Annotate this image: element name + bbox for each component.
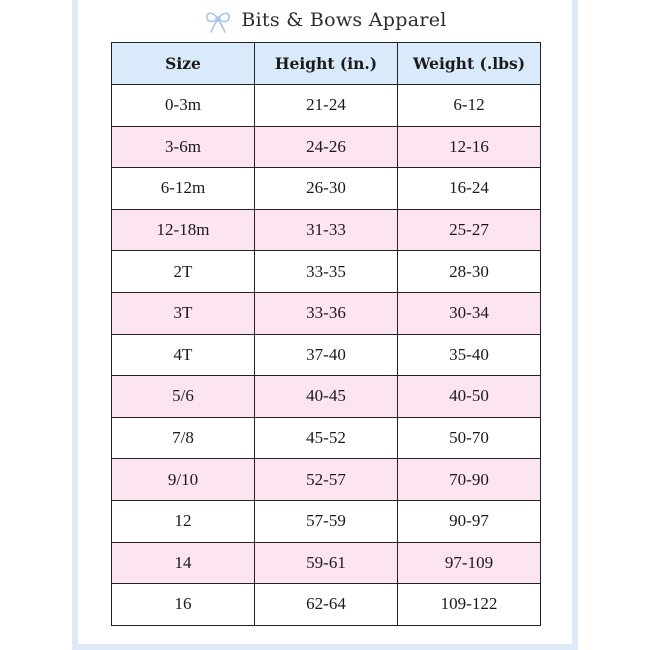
header-size: Size	[112, 43, 255, 85]
size-cell: 14	[112, 542, 255, 584]
size-cell: 4T	[112, 334, 255, 376]
table-row	[112, 584, 541, 626]
weight-cell: 97-109	[398, 542, 541, 584]
table-row	[112, 85, 541, 127]
weight-cell: 50-70	[398, 417, 541, 459]
size-cell: 9/10	[112, 459, 255, 501]
table-header-row	[112, 43, 541, 85]
height-cell: 59-61	[255, 542, 398, 584]
size-cell: 2T	[112, 251, 255, 293]
table-row	[112, 168, 541, 210]
height-cell: 24-26	[255, 126, 398, 168]
height-cell: 52-57	[255, 459, 398, 501]
table-row	[112, 126, 541, 168]
frame-right-border	[572, 0, 578, 650]
table-row	[112, 334, 541, 376]
header-height: Height (in.)	[255, 43, 398, 85]
weight-cell: 70-90	[398, 459, 541, 501]
size-chart-table	[111, 42, 541, 626]
table-row	[112, 251, 541, 293]
size-cell: 12	[112, 500, 255, 542]
weight-cell: 25-27	[398, 209, 541, 251]
brand-name: Bits & Bows Apparel	[241, 9, 447, 31]
height-cell: 40-45	[255, 376, 398, 418]
weight-cell: 109-122	[398, 584, 541, 626]
table-row	[112, 542, 541, 584]
size-cell: 3T	[112, 292, 255, 334]
table-row	[112, 500, 541, 542]
height-cell: 57-59	[255, 500, 398, 542]
weight-cell: 16-24	[398, 168, 541, 210]
weight-cell: 6-12	[398, 85, 541, 127]
brand-header	[0, 4, 650, 36]
size-cell: 7/8	[112, 417, 255, 459]
height-cell: 62-64	[255, 584, 398, 626]
size-cell: 5/6	[112, 376, 255, 418]
weight-cell: 12-16	[398, 126, 541, 168]
table-row	[112, 209, 541, 251]
weight-cell: 40-50	[398, 376, 541, 418]
bow-icon	[203, 5, 233, 35]
height-cell: 31-33	[255, 209, 398, 251]
header-weight: Weight (.lbs)	[398, 43, 541, 85]
table-row	[112, 417, 541, 459]
weight-cell: 28-30	[398, 251, 541, 293]
height-cell: 37-40	[255, 334, 398, 376]
size-cell: 3-6m	[112, 126, 255, 168]
size-cell: 12-18m	[112, 209, 255, 251]
size-cell: 16	[112, 584, 255, 626]
weight-cell: 90-97	[398, 500, 541, 542]
table-row	[112, 459, 541, 501]
height-cell: 21-24	[255, 85, 398, 127]
table-row	[112, 376, 541, 418]
height-cell: 33-35	[255, 251, 398, 293]
weight-cell: 30-34	[398, 292, 541, 334]
height-cell: 33-36	[255, 292, 398, 334]
height-cell: 45-52	[255, 417, 398, 459]
weight-cell: 35-40	[398, 334, 541, 376]
frame-left-border	[72, 0, 78, 650]
size-cell: 6-12m	[112, 168, 255, 210]
frame-bottom-border	[72, 644, 578, 650]
table-row	[112, 292, 541, 334]
height-cell: 26-30	[255, 168, 398, 210]
size-cell: 0-3m	[112, 85, 255, 127]
